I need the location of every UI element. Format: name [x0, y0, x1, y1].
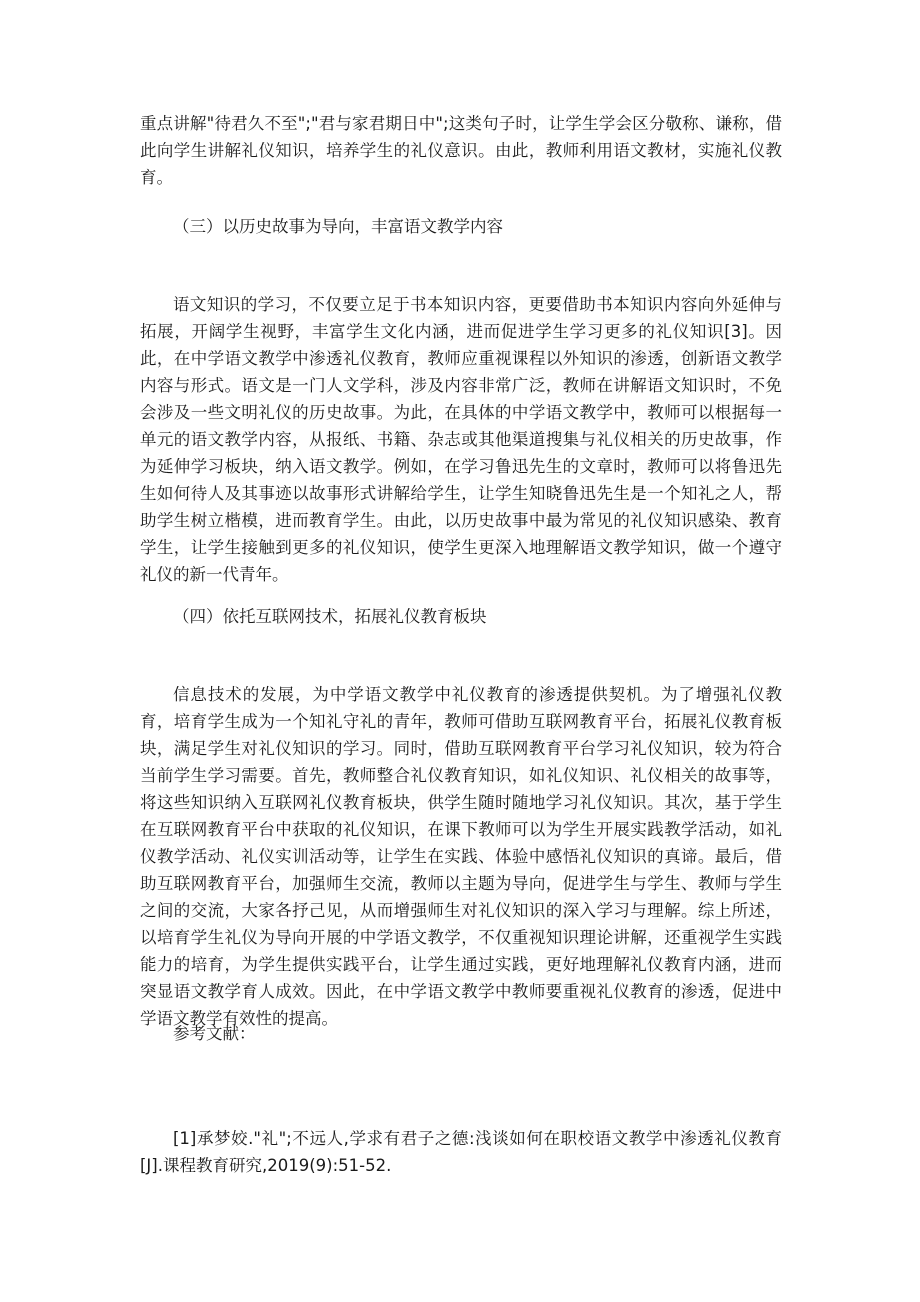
reference-item: [1]承梦姣."礼";不远人,学求有君子之德:浅谈如何在职校语文教学中渗透礼仪教育[J].课程教育研究,2019(9):51-52. [140, 1129, 782, 1175]
body-paragraph: 信息技术的发展，为中学语文教学中礼仪教育的渗透提供契机。为了增强礼仪教育，培育学生成为一个知礼守礼的青年，教师可借助互联网教育平台，拓展礼仪教育板块，满足学生对礼仪知识的学习。同时，借助互联网教育平台学习礼仪知识，较为符合当前学生学习需要。首先，教师整合礼仪教育知识，如礼仪知识、礼仪相关的故事等，将这些知识纳入互联网礼仪教育板块，供学生随时随地学习礼仪知识。其次，基于学生在互联网教育平台中获取的礼仪知识，在课下教师可以为学生开展实践教学活动，如礼仪教学活动、礼仪实训活动等，让学生在实践、体验中感悟礼仪知识的真谛。最后，借助互联网教育平台，加强师生交流，教师以主题为导向，促进学生与学生、教师与学生之间的交流，大家各抒己见，从而增强师生对礼仪知识的深入学习与理解。综上所述，以培育学生礼仪为导向开展的中学语文教学，不仅重视知识理论讲解，还重视学生实践能力的培育，为学生提供实践平台，让学生通过实践，更好地理解礼仪教育内涵，进而突显语文教学育人成效。因此，在中学语文教学中教师要重视礼仪教育的渗透，促进中学语文教学有效性的提高。 [140, 685, 782, 1028]
body-paragraph: 重点讲解"待君久不至";"君与家君期日中";这类句子时，让学生学会区分敬称、谦称，借此向学生讲解礼仪知识，培养学生的礼仪意识。由此，教师利用语文教材，实施礼仪教育。 [140, 114, 782, 187]
references-heading: 参考文献： [173, 1024, 256, 1043]
section-heading-3: （三）以历史故事为导向，丰富语文教学内容 [173, 217, 503, 236]
body-paragraph: 语文知识的学习，不仅要立足于书本知识内容，更要借助书本知识内容向外延伸与拓展，开阔学生视野，丰富学生文化内涵，进而促进学生学习更多的礼仪知识[3]。因此，在中学语文教学中渗透礼仪教育，教师应重视课程以外知识的渗透，创新语文教学内容与形式。语文是一门人文学科，涉及内容非常广泛，教师在讲解语文知识时，不免会涉及一些文明礼仪的历史故事。为此，在具体的中学语文教学中，教师可以根据每一单元的语文教学内容，从报纸、书籍、杂志或其他渠道搜集与礼仪相关的历史故事，作为延伸学习板块，纳入语文教学。例如，在学习鲁迅先生的文章时，教师可以将鲁迅先生如何待人及其事迹以故事形式讲解给学生，让学生知晓鲁迅先生是一个知礼之人，帮助学生树立楷模，进而教育学生。由此，以历史故事中最为常见的礼仪知识感染、教育学生，让学生接触到更多的礼仪知识，使学生更深入地理解语文教学知识，做一个遵守礼仪的新一代青年。 [140, 295, 782, 584]
section-heading-4: （四）依托互联网技术，拓展礼仪教育板块 [173, 607, 487, 626]
